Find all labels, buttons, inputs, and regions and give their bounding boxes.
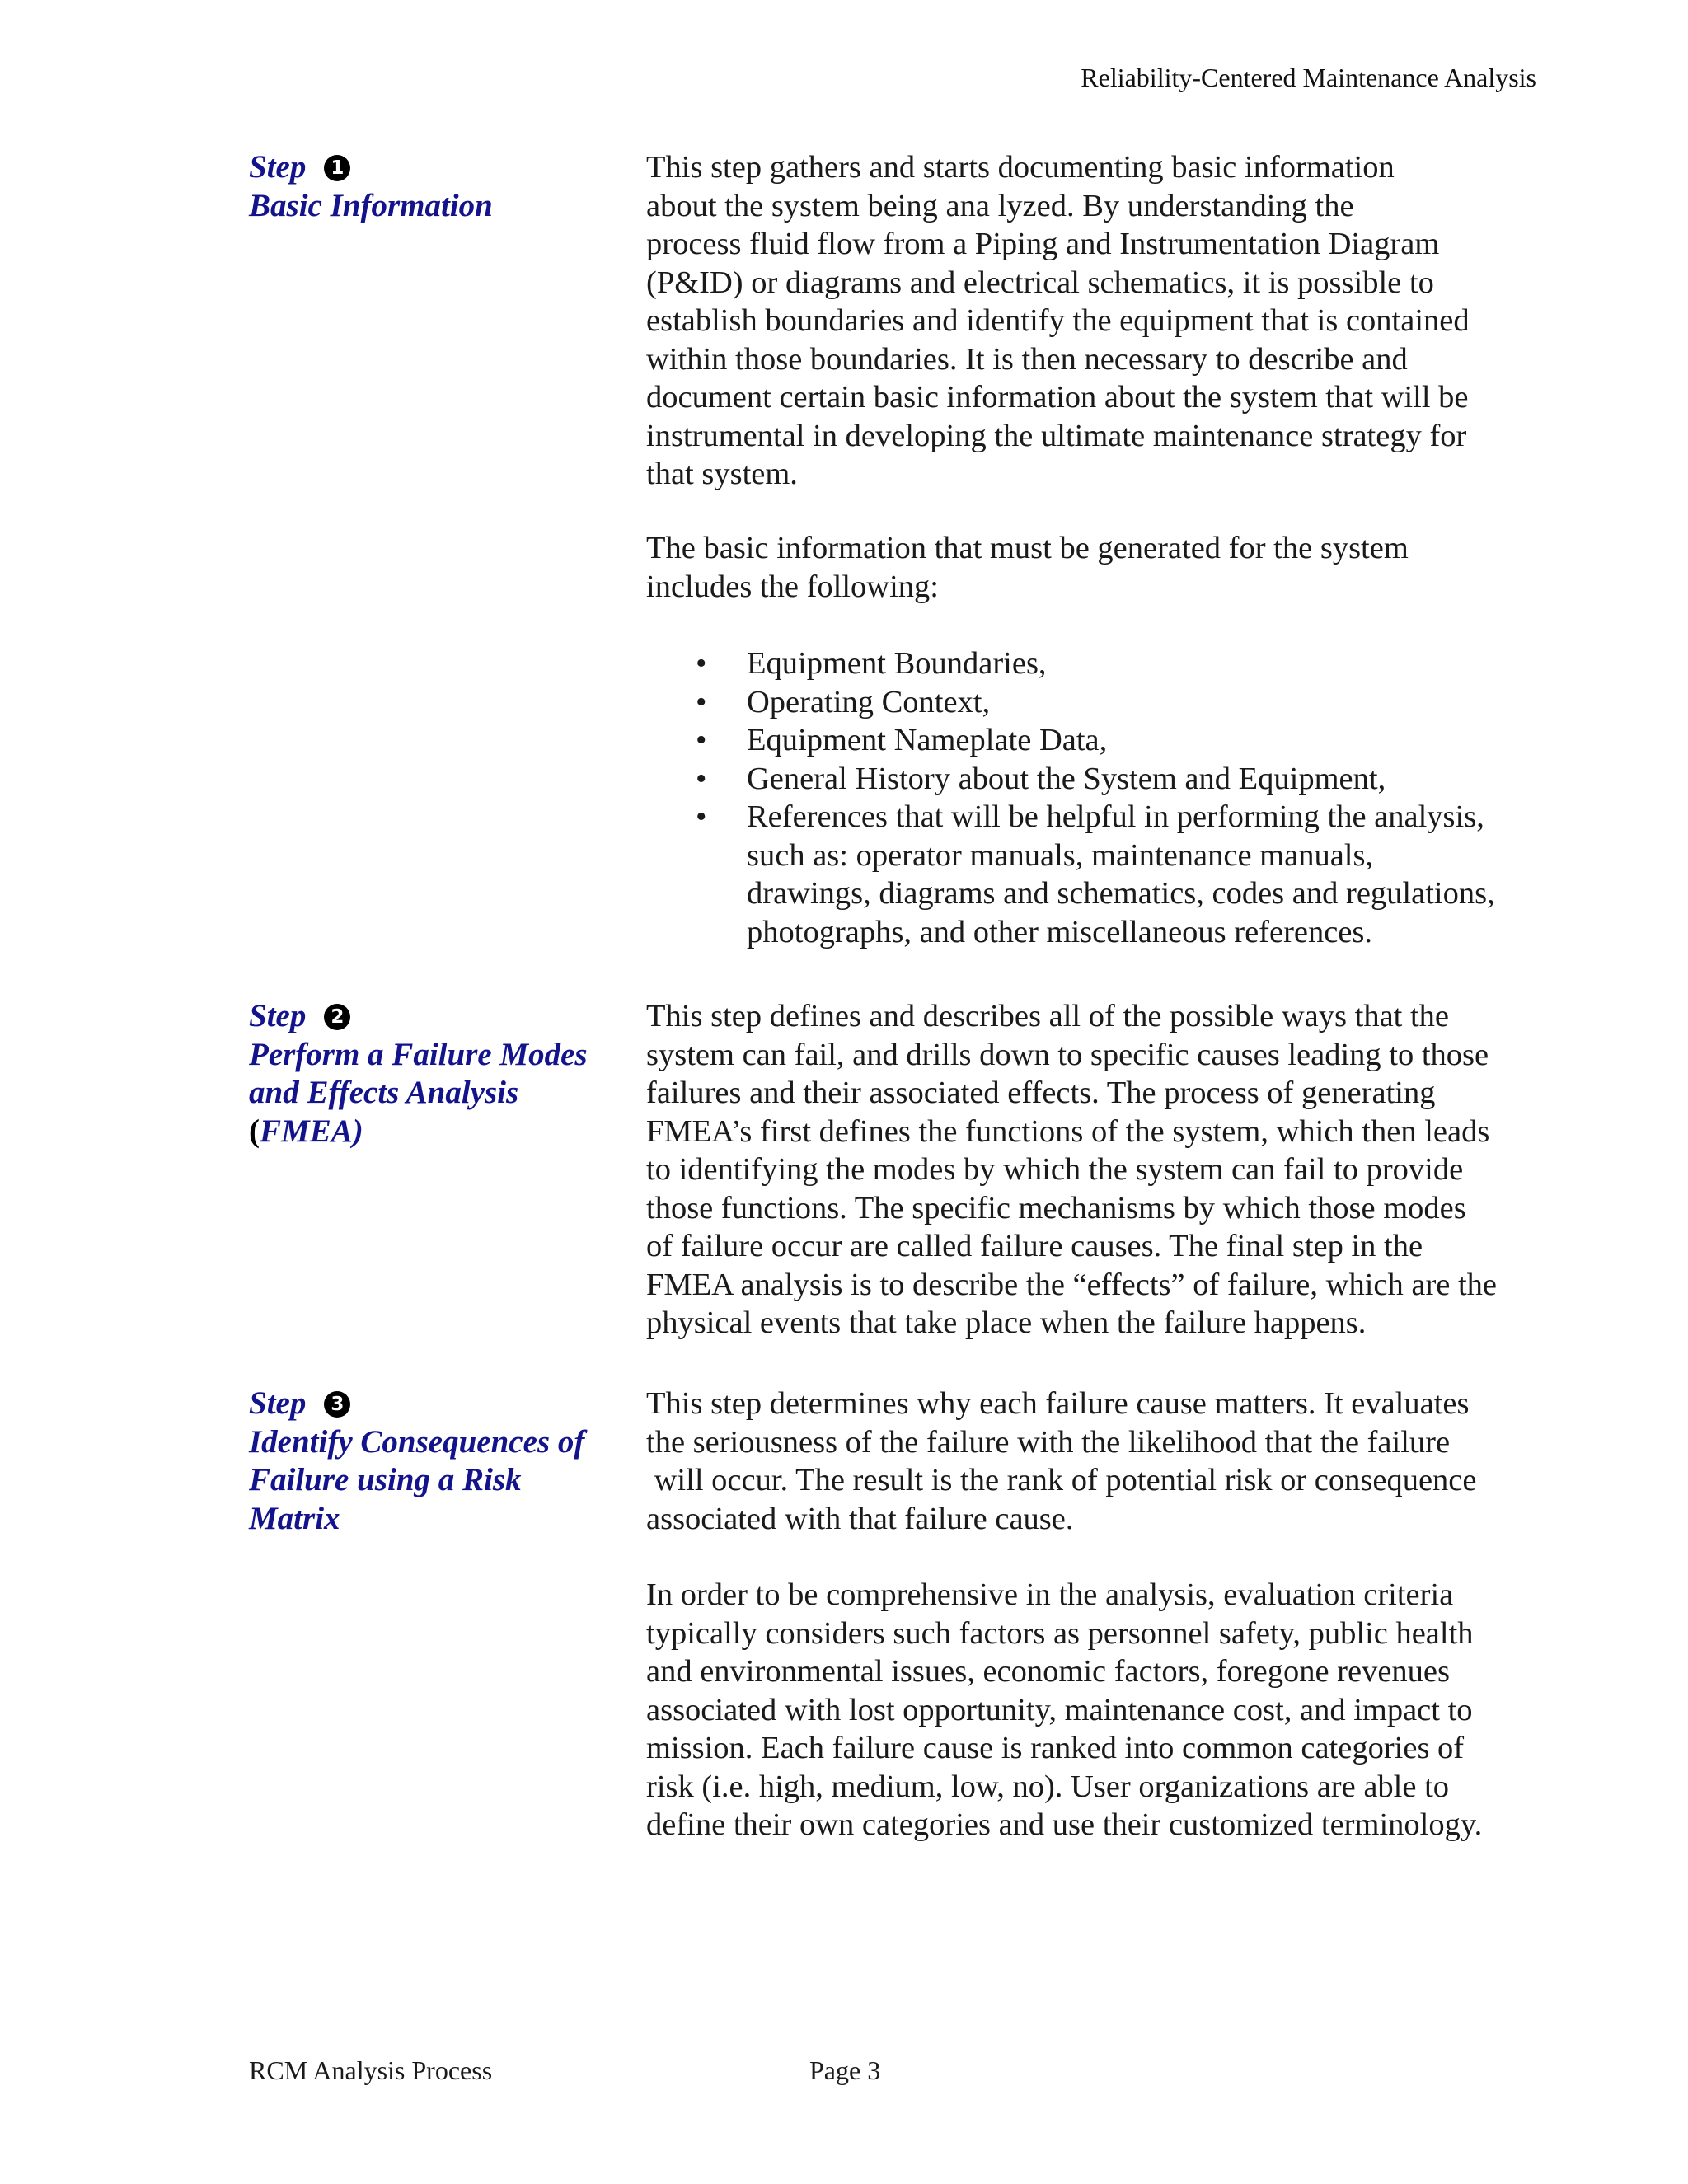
bullet-icon: •: [696, 646, 707, 681]
list-item: • References that will be helpful in performing the analysis, such as: operator manuals, maintenance manuals, drawings, diagrams and schematics, codes and regulations, photographs, and other miscellaneous references.: [696, 799, 1495, 949]
step-3-title-line-3: Matrix: [249, 1500, 340, 1536]
step-3-paragraph-2: In order to be comprehensive in the analysis, evaluation criteria typically considers such factors as personnel safety, public health and environmental issues, economic factors, foregone revenues associated with lost opportunity, maintenance cost, and impact to mission. Each failure cause is ranked into common categories of risk (i.e. high, medium, low, no). User organizations are able to define their own categories and use their customized terminology.: [646, 1577, 1483, 1842]
bullet-icon: •: [696, 723, 707, 757]
list-item: • General History about the System and Equipment,: [646, 760, 1553, 799]
footer-page-number: Page 3: [809, 2055, 881, 2085]
step-3-heading: [249, 1385, 612, 1538]
step-3-word: Step: [249, 1385, 307, 1421]
step-3-number-icon: 3: [324, 1391, 350, 1418]
step-1-heading: [249, 148, 612, 225]
basic-information-list: [646, 644, 1553, 951]
footer-document-title: RCM Analysis Process: [249, 2055, 493, 2085]
list-item: • Operating Context,: [646, 683, 1553, 722]
running-header: Reliability-Centered Maintenance Analysis: [1081, 63, 1536, 92]
step-1-paragraph-2: The basic information that must be generated for the system includes the following:: [646, 531, 1409, 604]
bullet-icon: •: [696, 761, 707, 796]
step-1-paragraph-1: This step gathers and starts documenting basic information about the system being ana lyzed. By understanding the process fluid flow from a Piping and Instrumentation Diagram (P&ID) or diagrams and electrical schematics, it is possible to establish boundaries and identify the equipment that is contained within those boundaries. It is then necessary to describe and document certain basic information about the system that will be instrumental in developing the ultimate maintenance strategy for that system.: [646, 150, 1470, 491]
bullet-icon: •: [696, 799, 707, 834]
step-2-title-line-1: Perform a Failure Modes: [249, 1036, 588, 1072]
list-item: • Equipment Boundaries,: [646, 644, 1553, 683]
step-2-title-line-3: (FMEA): [249, 1113, 363, 1149]
bullet-icon: •: [696, 684, 707, 719]
step-2-word: Step: [249, 998, 307, 1033]
step-3-paragraph-1: This step determines why each failure cause matters. It evaluates the seriousness of the failure with the likelihood that the failure will occur. The result is the rank of potential risk or consequence associated with that failure cause.: [646, 1386, 1477, 1536]
step-3-title-line-1: Identify Consequences of: [249, 1423, 585, 1460]
step-2-heading: [249, 997, 612, 1151]
step-1-word: Step: [249, 149, 307, 185]
step-2-number-icon: 2: [324, 1004, 350, 1030]
step-2-paragraph: This step defines and describes all of the possible ways that the system can fail, and drills down to specific causes leading to those failures and their associated effects. The process of generating FMEA’s first defines the functions of the system, which then leads to identifying the modes by which the system can fail to provide those functions. The specific mechanisms by which those modes of failure occur are called failure causes. The final step in the FMEA analysis is to describe the “effects” of failure, which are the physical events that take place when the failure happens.: [646, 999, 1498, 1340]
list-item: • Equipment Nameplate Data,: [646, 721, 1553, 760]
step-2-title-line-2: and Effects Analysis: [249, 1075, 519, 1110]
step-3-title-line-2: Failure using a Risk: [249, 1462, 522, 1497]
step-1-title: Basic Information: [249, 187, 493, 223]
step-1-number-icon: 1: [324, 155, 350, 181]
